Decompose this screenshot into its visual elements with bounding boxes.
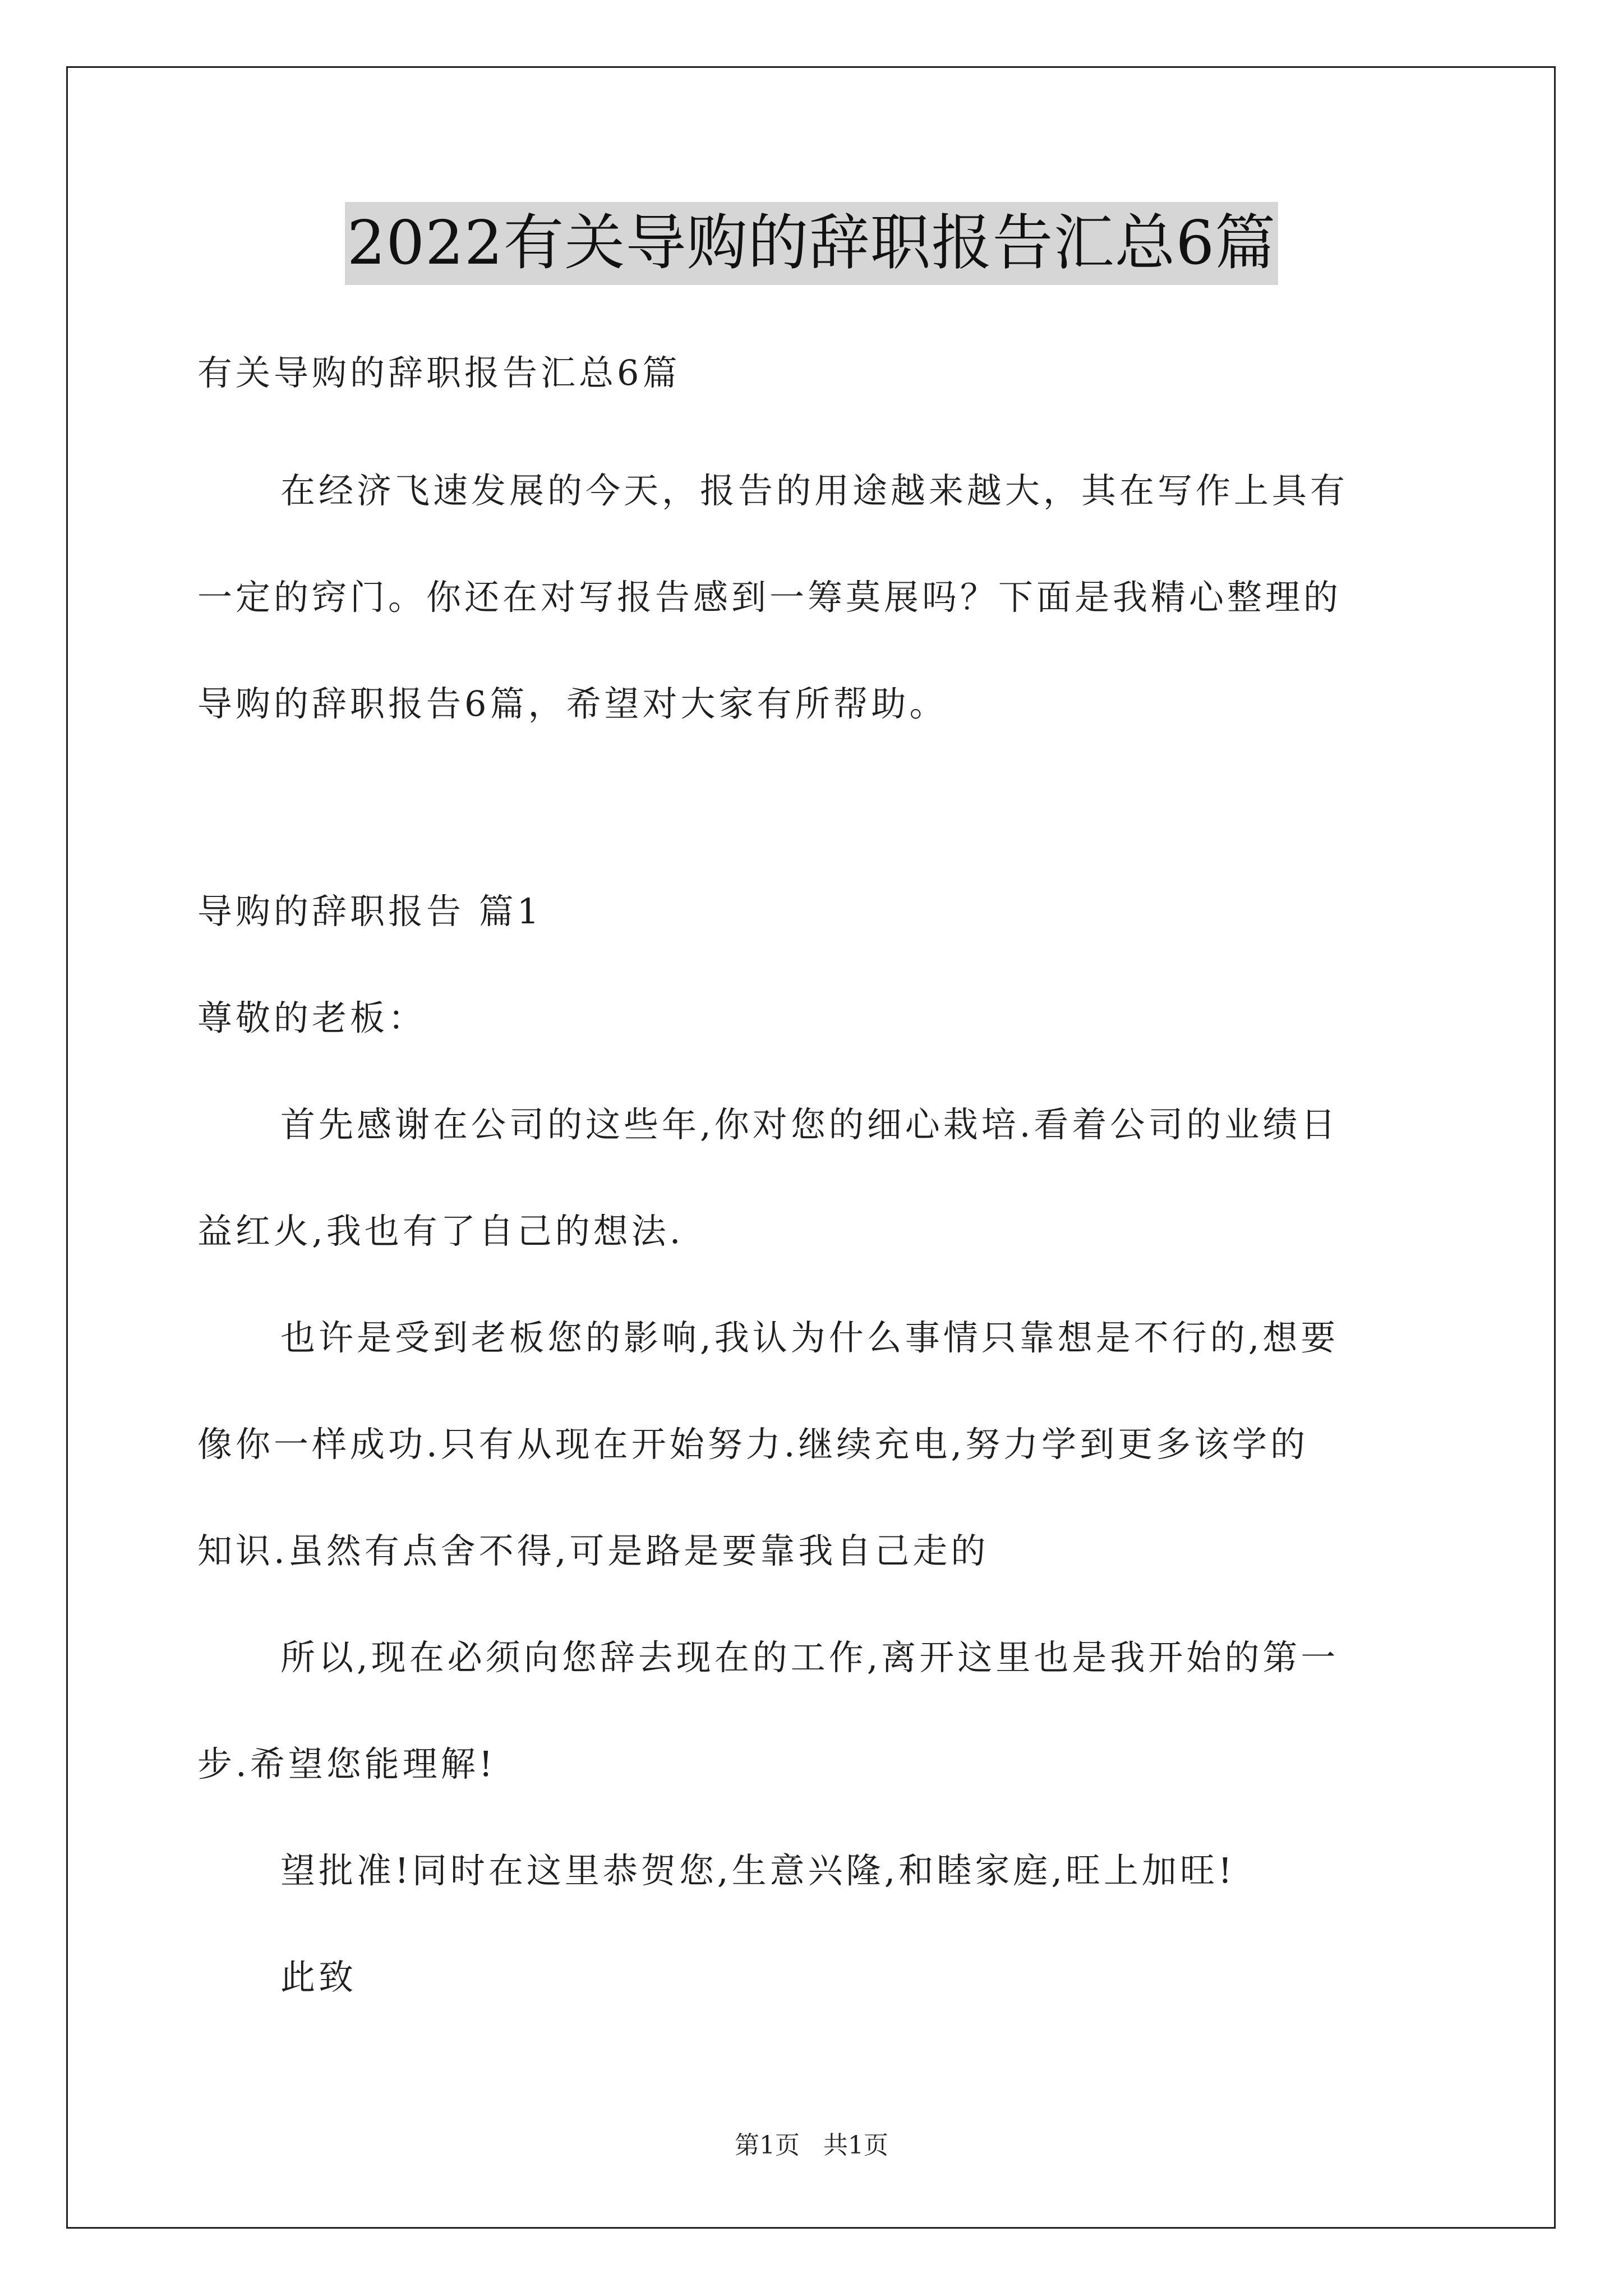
salutation: 尊敬的老板：	[197, 997, 427, 1038]
body-line: 像你一样成功.只有从现在开始努力.继续充电,努力学到更多该学的	[197, 1424, 1309, 1465]
section-heading: 导购的辞职报告 篇1	[197, 891, 543, 932]
body-line: 步.希望您能理解!	[197, 1743, 496, 1784]
body-line: 益红火,我也有了自己的想法.	[197, 1211, 684, 1251]
intro-line: 导购的辞职报告6篇，希望对大家有所帮助。	[197, 683, 948, 724]
body-line: 也许是受到老板您的影响,我认为什么事情只靠想是不行的,想要	[280, 1317, 1339, 1358]
body-line: 望批准!同时在这里恭贺您,生意兴隆,和睦家庭,旺上加旺!	[280, 1850, 1235, 1891]
body-line: 所以,现在必须向您辞去现在的工作,离开这里也是我开始的第一	[280, 1637, 1339, 1678]
closing-line: 此致	[280, 1957, 357, 1998]
intro-line: 一定的窍门。你还在对写报告感到一筹莫展吗？下面是我精心整理的	[197, 577, 1342, 618]
title-container	[0, 202, 1623, 285]
document-subtitle: 有关导购的辞职报告汇总6篇	[197, 352, 681, 393]
document-title: 2022有关导购的辞职报告汇总6篇	[345, 202, 1279, 285]
body-line: 知识.虽然有点舍不得,可是路是要靠我自己走的	[197, 1530, 989, 1571]
body-line: 首先感谢在公司的这些年,你对您的细心栽培.看着公司的业绩日	[280, 1104, 1339, 1145]
intro-line: 在经济飞速发展的今天，报告的用途越来越大，其在写作上具有	[280, 470, 1349, 511]
page-number: 第1页 共1页	[735, 2131, 888, 2160]
